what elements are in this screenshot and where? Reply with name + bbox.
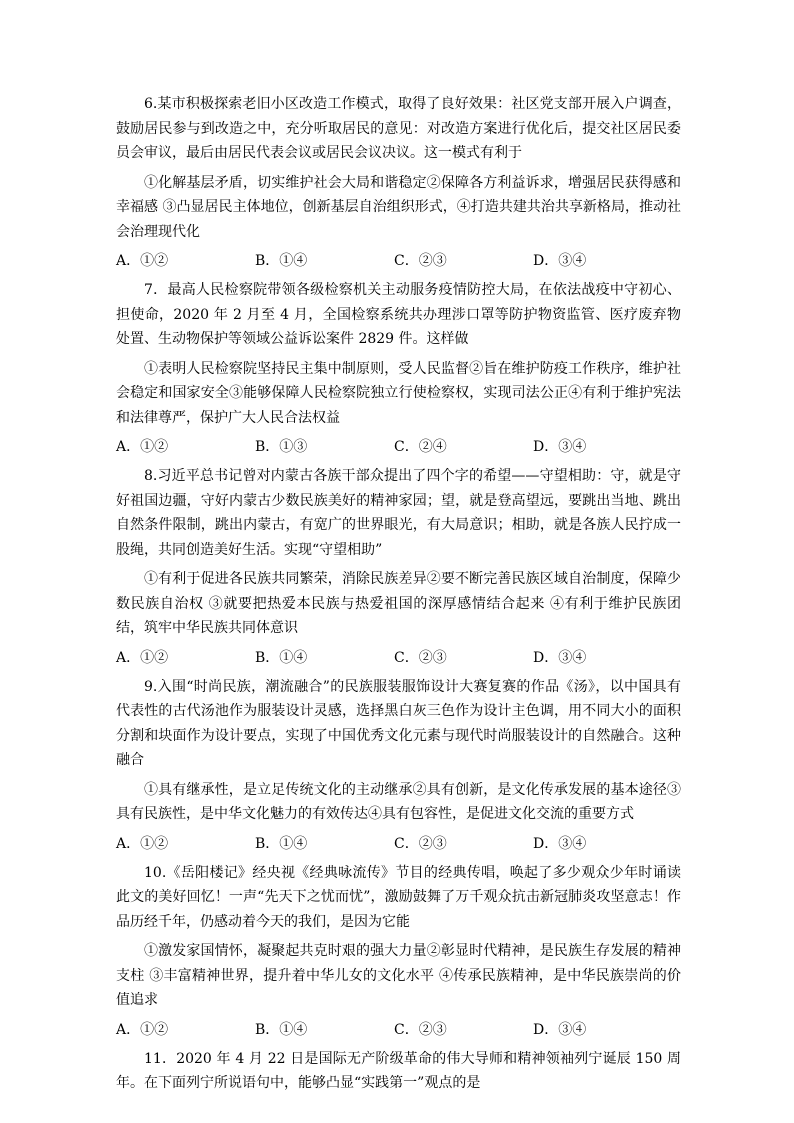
question-options: ①具有继承性，是立足传统文化的主动继承②具有创新，是文化传承发展的基本途径③具有民族性，是中华文化魅力的有效传达④具有包容性，是促进文化交流的重要方式: [116, 781, 681, 822]
answer-choices: [116, 249, 681, 273]
choice-b[interactable]: B．①④: [255, 649, 308, 666]
question-stem: 8.习近平总书记曾对内蒙古各族干部众提出了四个字的希望——守望相助：守，就是守好祖国边疆，守好内蒙古少数民族美好的精神家园；望，就是登高望远，要跳出当地、跳出自然条件限制，跳出内蒙古，有宽广的世界眼光，有大局意识；相助，就是各族人民拧成一股绳，共同创造美好生活。实现“守望相助”: [116, 468, 681, 558]
question-stem: 6.某市积极探索老旧小区改造工作模式，取得了良好效果：社区党支部开展入户调查，鼓励居民参与到改造之中，充分听取居民的意见：对改造方案进行优化后，提交社区居民委员会审议，最后由居民代表会议或居民会议决议。这一模式有利于: [116, 96, 681, 161]
question-7: [116, 278, 681, 459]
question-8: [116, 464, 681, 670]
question-stem: 7．最高人民检察院带领各级检察机关主动服务疫情防控大局，在依法战疫中守初心、担使命，2020 年 2 月至 4 月，全国检察系统共办理涉口罩等防护物资监管、医疗废弃物处置、生动物保护等领域公益诉讼案件 2829 件。这样做: [116, 282, 681, 347]
question-6: [116, 92, 681, 273]
choice-c[interactable]: C．②④: [394, 439, 447, 455]
choice-b[interactable]: B．①④: [255, 253, 308, 269]
question-10: [116, 861, 681, 1042]
choice-c[interactable]: C．②③: [394, 1021, 447, 1038]
choice-a[interactable]: A．①②: [116, 835, 169, 852]
question-options: ①激发家国情怀，凝聚起共克时艰的强大力量②彰显时代精神，是民族生存发展的精神支柱 ③丰富精神世界，提升着中华儿女的文化水平 ④传承民族精神，是中华民族崇尚的价值追求: [116, 943, 681, 1008]
choice-b[interactable]: B．①④: [255, 835, 308, 852]
choice-d[interactable]: D．③④: [533, 649, 587, 666]
choice-d[interactable]: D．③④: [533, 439, 587, 455]
choice-a[interactable]: A．①②: [116, 439, 169, 455]
choice-a[interactable]: A．①②: [116, 649, 169, 666]
choice-c[interactable]: C．②③: [394, 253, 447, 269]
question-stem: 11．2020 年 4 月 22 日是国际无产阶级革命的伟大导师和精神领袖列宁诞辰 150 周年。在下面列宁所说语句中，能够凸显“实践第一”观点的是: [116, 1050, 681, 1091]
answer-choices: [116, 1018, 681, 1042]
question-options: ①表明人民检察院坚持民主集中制原则，受人民监督②旨在维护防疫工作秩序，维护社会稳定和国家安全③能够保障人民检察院独立行使检察权，实现司法公正④有利于维护宪法和法律尊严，保护广大人民合法权益: [116, 360, 681, 426]
answer-choices: [116, 832, 681, 856]
question-stem: 9.入围“时尚民族，潮流融合”的民族服装服饰设计大赛复赛的作品《汤》，以中国具有代表性的古代汤池作为服装设计灵感，选择黑白灰三色作为设计主色调，用不同大小的面积分割和块面作为设计要点，实现了中国优秀文化元素与现代时尚服装设计的自然融合。这种融合: [116, 678, 681, 768]
choice-a[interactable]: A．①②: [116, 253, 169, 269]
question-options: ①化解基层矛盾，切实维护社会大局和谐稳定②保障各方利益诉求，增强居民获得感和幸福感 ③凸显居民主体地位，创新基层自治组织形式，④打造共建共治共享新格局，推动社会治理现代化: [116, 174, 681, 240]
question-options: ①有利于促进各民族共同繁荣，消除民族差异②要不断完善民族区域自治制度，保障少数民族自治权 ③就要把热爱本民族与热爱祖国的深厚感情结合起来 ④有利于维护民族团结，筑牢中华民族共同体意识: [116, 571, 681, 636]
document-page: [116, 92, 681, 1096]
choice-a[interactable]: A．①②: [116, 1021, 169, 1038]
question-11: [116, 1047, 681, 1096]
choice-c[interactable]: C．②③: [394, 649, 447, 666]
choice-d[interactable]: D．③④: [533, 835, 587, 852]
choice-b[interactable]: B．①④: [255, 1021, 308, 1038]
choice-c[interactable]: C．②③: [394, 835, 447, 852]
choice-d[interactable]: D．③④: [533, 1021, 587, 1038]
choice-d[interactable]: D．③④: [533, 253, 587, 269]
answer-choices: [116, 646, 681, 670]
choice-b[interactable]: B．①③: [255, 439, 308, 455]
question-9: [116, 675, 681, 856]
question-stem: 10.《岳阳楼记》经央视《经典咏流传》节目的经典传唱，唤起了多少观众少年时诵读此文的美好回忆！一声“先天下之忧而忧”，激励鼓舞了万千观众抗击新冠肺炎攻坚意志！作品历经千年，仍感动着今天的我们，是因为它能: [116, 864, 681, 930]
answer-choices: [116, 435, 681, 459]
